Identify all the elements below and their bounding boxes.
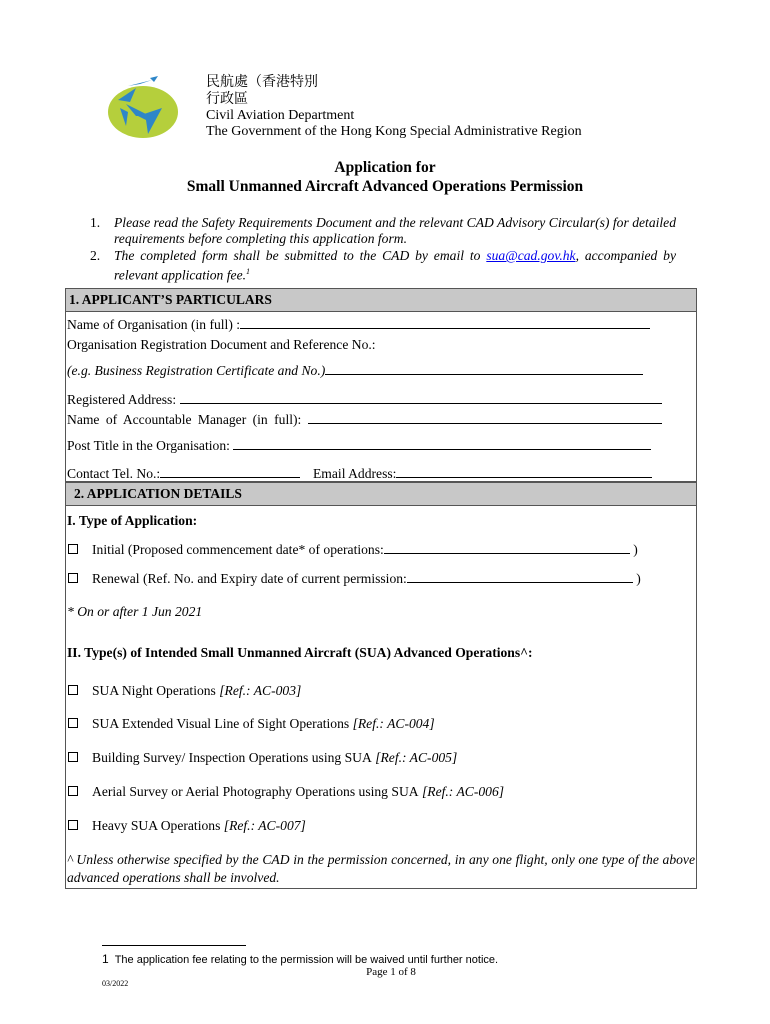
reg-doc-example: (e.g. Business Registration Certificate and No.): [67, 363, 326, 378]
post-label: Post Title in the Organisation:: [67, 438, 230, 453]
department-chinese-name-2: 行政區: [206, 91, 248, 107]
org-name-field[interactable]: [240, 316, 650, 329]
close-paren: ): [636, 571, 641, 586]
instruction-text-part: The completed form shall be submitted to the CAD by email to: [114, 248, 481, 263]
reg-doc-label: Organisation Registration Document and Reference No.:: [67, 337, 376, 352]
date-note: * On or after 1 Jun 2021: [67, 604, 203, 619]
op-row-night: [68, 683, 301, 699]
manager-row: [67, 411, 662, 428]
email-label: Email Address:: [313, 466, 397, 481]
email-link[interactable]: sua@cad.gov.hk: [486, 248, 576, 263]
contact-row: [67, 465, 652, 482]
op-ref: [Ref.: AC-005]: [371, 750, 458, 765]
department-name: Civil Aviation Department: [206, 108, 355, 123]
address-label: Registered Address:: [67, 392, 177, 407]
tel-label: Contact Tel. No.:: [67, 466, 161, 481]
form-title-line2: Small Unmanned Aircraft Advanced Operations Permission: [186, 178, 584, 195]
op-ref: [Ref.: AC-004]: [349, 716, 435, 731]
type-heading: I. Type of Application:: [67, 513, 198, 528]
email-field[interactable]: [396, 465, 652, 478]
op-label: Aerial Survey or Aerial Photography Operations using SUA: [92, 784, 419, 799]
renewal-ref-field[interactable]: [407, 570, 633, 583]
op-ref: [Ref.: AC-003]: [219, 683, 302, 698]
revision-date: 03/2022: [102, 979, 129, 988]
section-2-heading: 2. APPLICATION DETAILS: [65, 482, 697, 506]
footnote-mark: 1: [246, 267, 250, 276]
bird-icon: [128, 80, 152, 86]
instruction-1: [90, 215, 676, 247]
initial-row: [68, 541, 638, 558]
address-field[interactable]: [180, 391, 662, 404]
reg-doc-field[interactable]: [325, 362, 643, 375]
op-label: SUA Night Operations: [92, 683, 220, 698]
op-row-aerial: [68, 784, 504, 800]
section-1-heading: 1. APPLICANT’S PARTICULARS: [65, 288, 697, 312]
op-label: SUA Extended Visual Line of Sight Operations: [92, 716, 350, 731]
instruction-text-part: , accompanied by relevant application fee.: [114, 248, 676, 283]
cad-logo: [106, 72, 180, 144]
instruction-number: 1.: [90, 215, 101, 230]
footnote: [102, 952, 498, 966]
op-checkbox-aerial[interactable]: [68, 786, 78, 796]
op-row-evlos: [68, 716, 435, 732]
footnote-divider: [102, 945, 246, 946]
manager-field[interactable]: [308, 411, 662, 424]
op-label: Building Survey/ Inspection Operations using SUA: [92, 750, 372, 765]
post-field[interactable]: [233, 437, 651, 450]
post-row: [67, 437, 651, 454]
department-chinese-name: 民航處（香港特別: [206, 74, 318, 90]
footnote-number: 1: [102, 952, 109, 966]
tel-field[interactable]: [160, 465, 300, 478]
reg-doc-row: [67, 362, 643, 379]
op-checkbox-evlos[interactable]: [68, 718, 78, 728]
renewal-checkbox[interactable]: [68, 573, 78, 583]
page-number: Page 1 of 8: [366, 966, 416, 978]
org-name-row: [67, 316, 650, 333]
manager-label: Name of Accountable Manager (in full):: [67, 412, 302, 427]
op-checkbox-night[interactable]: [68, 685, 78, 695]
ops-note: ^ Unless otherwise specified by the CAD in the permission concerned, in any one flight, only one type of the above advanced operations shall be involved.: [67, 852, 695, 885]
org-name-label: Name of Organisation (in full) :: [67, 317, 241, 332]
close-paren: ): [633, 542, 638, 557]
initial-checkbox[interactable]: [68, 544, 78, 554]
footnote-text: The application fee relating to the permission will be waived until further notice.: [114, 954, 499, 966]
initial-date-field[interactable]: [384, 541, 630, 554]
op-checkbox-building[interactable]: [68, 752, 78, 762]
op-label: Heavy SUA Operations: [92, 818, 221, 833]
ops-heading: II. Type(s) of Intended Small Unmanned Aircraft (SUA) Advanced Operations^:: [67, 645, 533, 660]
op-row-building: [68, 750, 457, 766]
renewal-label: Renewal (Ref. No. and Expiry date of current permission:: [92, 571, 407, 586]
initial-label: Initial (Proposed commencement date* of operations:: [92, 542, 384, 557]
op-ref: [Ref.: AC-006]: [418, 784, 505, 799]
instruction-text: Please read the Safety Requirements Document and the relevant CAD Advisory Circular(s) for detailed requirements before completing this application form.: [114, 215, 676, 246]
op-checkbox-heavy[interactable]: [68, 820, 78, 830]
op-ref: [Ref.: AC-007]: [220, 818, 306, 833]
government-name: The Government of the Hong Kong Special Administrative Region: [206, 124, 582, 139]
renewal-row: [68, 570, 641, 587]
form-title-line1: Application for: [334, 159, 436, 176]
instruction-number: 2.: [90, 248, 101, 263]
address-row: [67, 391, 662, 408]
instruction-text: [114, 248, 676, 284]
instruction-2: [90, 248, 676, 284]
op-row-heavy: [68, 818, 306, 834]
